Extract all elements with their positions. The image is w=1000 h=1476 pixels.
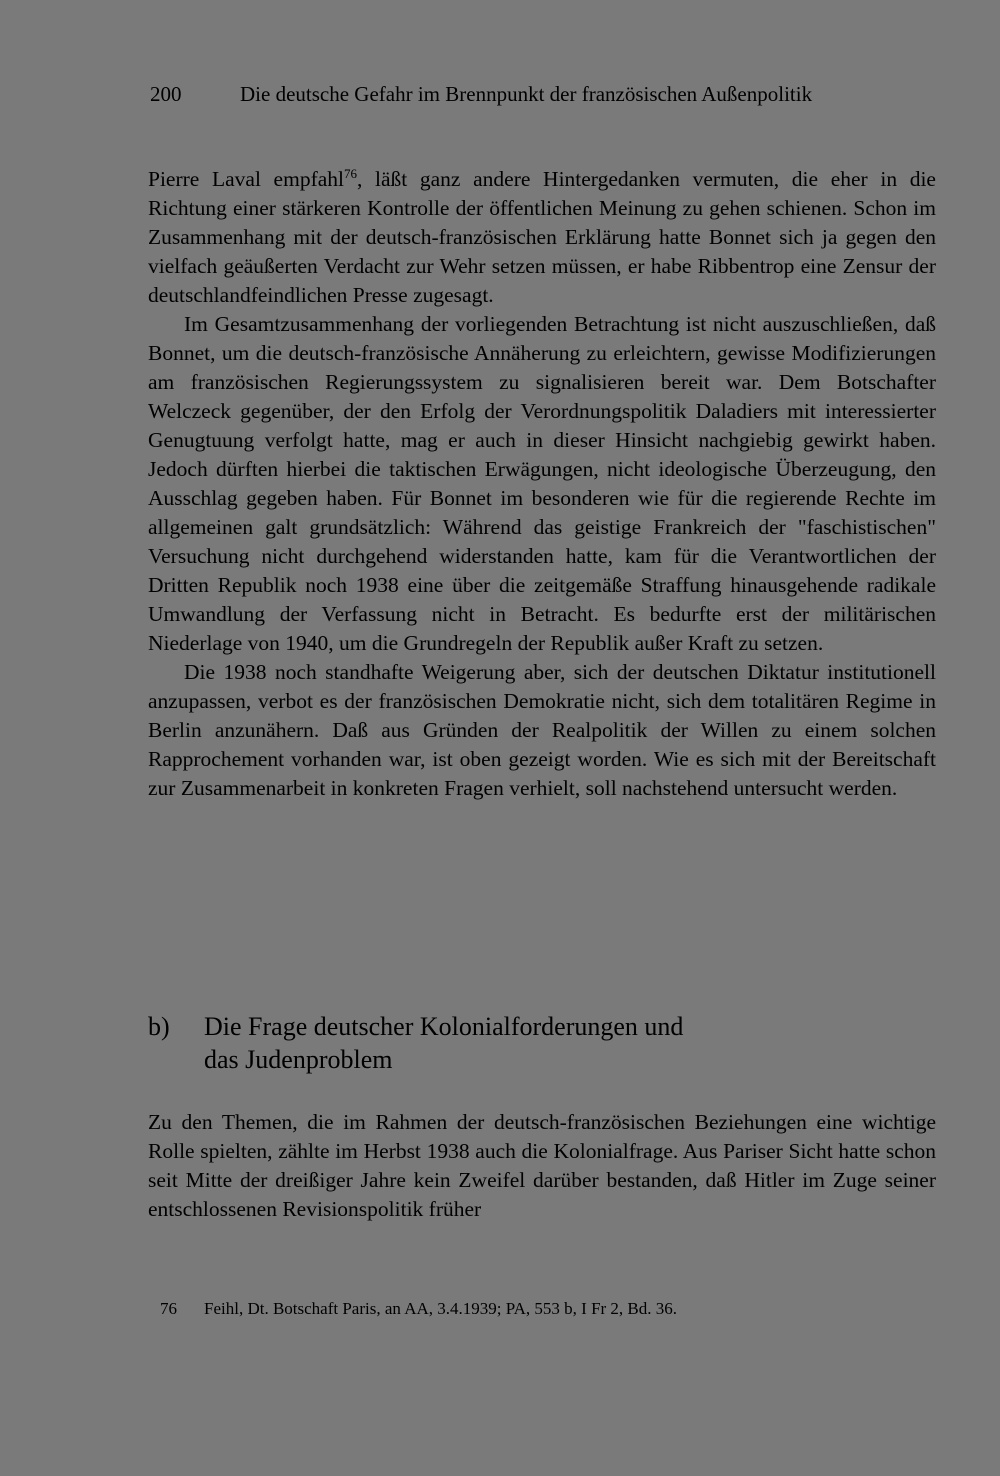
page-number: 200 (150, 82, 182, 106)
paragraph-1 (148, 165, 936, 310)
running-head (150, 80, 910, 108)
paragraph-3: Die 1938 noch standhafte Weigerung aber, sich der deutschen Diktatur institutionell anzupassen, verbot es der französischen Demokratie nicht, sich dem totalitären Regime in Berlin anzunähern. Daß aus Gründen der Realpolitik der Willen zu einem solchen Rapprochement vorhanden war, ist oben gezeigt worden. Wie es sich mit der Bereitschaft zur Zusammenarbeit in konkreten Fragen verhielt, soll nachstehend untersucht werden. (148, 660, 936, 800)
section-title-line-2: das Judenproblem (204, 1045, 393, 1074)
section-label: b) (148, 1012, 170, 1041)
paragraph-1-text-after-note: , läßt ganz andere Hintergedanken vermuten, die eher in die Richtung einer stärkeren Kontrolle der öffentlichen Meinung zu gehen schienen. Schon im Zusammenhang mit der deutsch-französischen Erklärung hatte Bonnet sich ja gegen den vielfach geäußerten Verdacht zur Wehr setzen müssen, er habe Ribbentrop eine Zensur der deutschlandfeindlichen Presse zugesagt. (148, 167, 936, 307)
section-text (148, 1108, 936, 1224)
footnote-reference: 76 (344, 166, 357, 181)
footnote-number: 76 (160, 1299, 177, 1318)
section-title (204, 1010, 683, 1076)
section-heading (148, 1010, 908, 1076)
paragraph-2: Im Gesamtzusammenhang der vorliegenden Betrachtung ist nicht auszuschließen, daß Bonnet, um die deutsch-französische Annäherung zu erleichtern, gewisse Modifizierungen am französischen Regierungssystem zu signalisieren bereit war. Dem Botschafter Welczeck gegenüber, der den Erfolg der Verordnungspolitik Daladiers mit interessierter Genugtuung verfolgt hatte, mag er auch in dieser Hinsicht nachgiebig gewirkt haben. Jedoch dürften hierbei die taktischen Erwägungen, nicht ideologische Überzeugung, den Ausschlag gegeben haben. Für Bonnet im besonderen wie für die regierende Rechte im allgemeinen galt grundsätzlich: Während das geistige Frankreich der "faschistischen" Versuchung nicht durchgehend widerstanden hatte, kam für die Verantwortlichen der Dritten Republik noch 1938 eine über die zeitgemäße Straffung hinausgehende radikale Umwandlung der Verfassung nicht in Betracht. Es bedurfte erst der militärischen Niederlage von 1940, um die Grundregeln der Republik außer Kraft zu setzen. (148, 312, 936, 655)
footnote (160, 1298, 920, 1320)
main-text (148, 165, 936, 803)
paragraph-4: Zu den Themen, die im Rahmen der deutsch-französischen Beziehungen eine wichtige Rolle spielten, zählte im Herbst 1938 auch die Kolonialfrage. Aus Pariser Sicht hatte schon seit Mitte der dreißiger Jahre kein Zweifel darüber bestanden, daß Hitler im Zuge seiner entschlossenen Revisionspolitik früher (148, 1110, 936, 1221)
section-title-line-1: Die Frage deutscher Kolonialforderungen und (204, 1012, 684, 1041)
paragraph-1-text-before-note: Pierre Laval empfahl (148, 167, 344, 191)
running-head-title: Die deutsche Gefahr im Brennpunkt der französischen Außenpolitik (240, 82, 813, 106)
footnote-text: Feihl, Dt. Botschaft Paris, an AA, 3.4.1939; PA, 553 b, I Fr 2, Bd. 36. (204, 1299, 678, 1318)
